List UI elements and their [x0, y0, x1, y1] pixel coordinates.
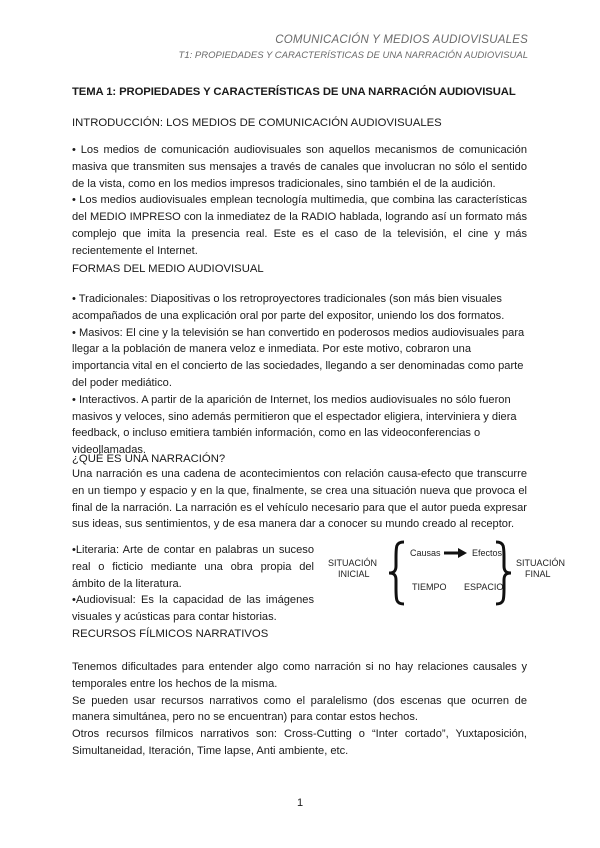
diagram-label-effects: Efectos — [472, 548, 503, 558]
running-header-topic: T1: PROPIEDADES Y CARACTERÍSTICAS DE UNA NARRACIÓN AUDIOVISUAL — [178, 50, 528, 61]
section-heading-recursos: RECURSOS FÍLMICOS NARRATIVOS — [72, 628, 269, 640]
diagram-label-final-2: FINAL — [525, 569, 551, 579]
narracion-types — [72, 542, 314, 626]
narration-type-literaria: •Literaria: Arte de contar en palabras un suceso real o ficticio mediante una obra propia del ámbito de la literatura. — [72, 544, 314, 590]
diagram-label-time: TIEMPO — [412, 582, 447, 592]
paragraph: Otros recursos fílmicos narrativos son: Cross-Cutting o “Inter cortado”, Yuxtaposición, Simultaneidad, Iteración, Time lapse, Anti ambiente, etc. — [72, 728, 527, 757]
right-arrow-icon — [458, 548, 467, 558]
paragraph: Se pueden usar recursos narrativos como el paralelismo (dos escenas que ocurren de manera simultánea, pero no se encuentran) para contar estos hechos. — [72, 694, 527, 724]
paragraph: • Los medios de comunicación audiovisuales son aquellos mecanismos de comunicación masiva que transmiten sus mensajes a través de canales que involucran no sólo el sentido de la vista, como en los medios impresos tradicionales, sino también el de la audición. — [72, 144, 527, 190]
section-heading-intro: INTRODUCCIÓN: LOS MEDIOS DE COMUNICACIÓN AUDIOVISUALES — [72, 117, 442, 129]
narracion-paragraph: Una narración es una cadena de acontecimientos con relación causa-efecto que transcurre en un tiempo y espacio y en la que, finalmente, se crea una situación nueva que provoca el final de la narración. La narración es el vehículo necesario para que el autor pueda expresar sus ideas, sus sentimientos, y de esa manera dar a conocer su mundo creado al receptor. — [72, 468, 527, 531]
page-number: 1 — [296, 797, 304, 809]
narration-diagram — [322, 538, 566, 608]
paragraph: • Masivos: El cine y la televisión se han convertido en poderosos medios audiovisuales para llegar a la población de manera veloz e inmediata. Por este motivo, cobraron una importancia vital en el concierto de las sociedades, llegando a ser denominadas como parte del poder mediático. — [72, 326, 525, 389]
diagram-label-initial-2: INICIAL — [338, 569, 370, 579]
paragraph: Tenemos dificultades para entender algo como narración si no hay relaciones causales y temporales entre los hechos de la misma. — [72, 661, 527, 690]
intro-body — [72, 142, 527, 260]
section-heading-narracion: ¿QUÉ ES UNA NARRACIÓN? — [72, 453, 226, 465]
paragraph: • Los medios audiovisuales emplean tecnología multimedia, que combina las características del MEDIO IMPRESO con la inmediatez de la RADIO hablada, logrando así un formato más complejo que imita la presencia real. Este es el caso de la televisión, el cine y más recientemente el Internet. — [72, 194, 527, 257]
page-title: TEMA 1: PROPIEDADES Y CARACTERÍSTICAS DE UNA NARRACIÓN AUDIOVISUAL — [72, 86, 516, 98]
diagram-label-initial-1: SITUACIÓN — [328, 558, 378, 568]
diagram-label-space: ESPACIO — [464, 582, 504, 592]
formas-body — [72, 291, 527, 459]
narration-type-audiovisual: •Audiovisual: Es la capacidad de las imágenes visuales y acústicas para contar historias. — [72, 594, 314, 624]
diagram-label-causes: Causas — [410, 548, 441, 558]
section-heading-formas: FORMAS DEL MEDIO AUDIOVISUAL — [72, 263, 264, 275]
diagram-label-final-1: SITUACIÓN — [516, 558, 566, 568]
left-brace-icon — [389, 542, 404, 604]
recursos-body — [72, 659, 527, 760]
paragraph: • Interactivos. A partir de la aparición de Internet, los medios audiovisuales no sólo fueron masivos y veloces, sino además permitieron que el espectador eligiera, interviniera y diera feedback, o incluso emitiera también información, como en las videoconferencias o videollamadas. — [72, 393, 517, 457]
paragraph: • Tradicionales: Diapositivas o los retroproyectores tradicionales (son más bien visuales acompañados de una explicación oral por parte del expositor, uniendo los dos formatos. — [72, 293, 505, 322]
running-header-course: COMUNICACIÓN Y MEDIOS AUDIOVISUALES — [275, 34, 528, 46]
